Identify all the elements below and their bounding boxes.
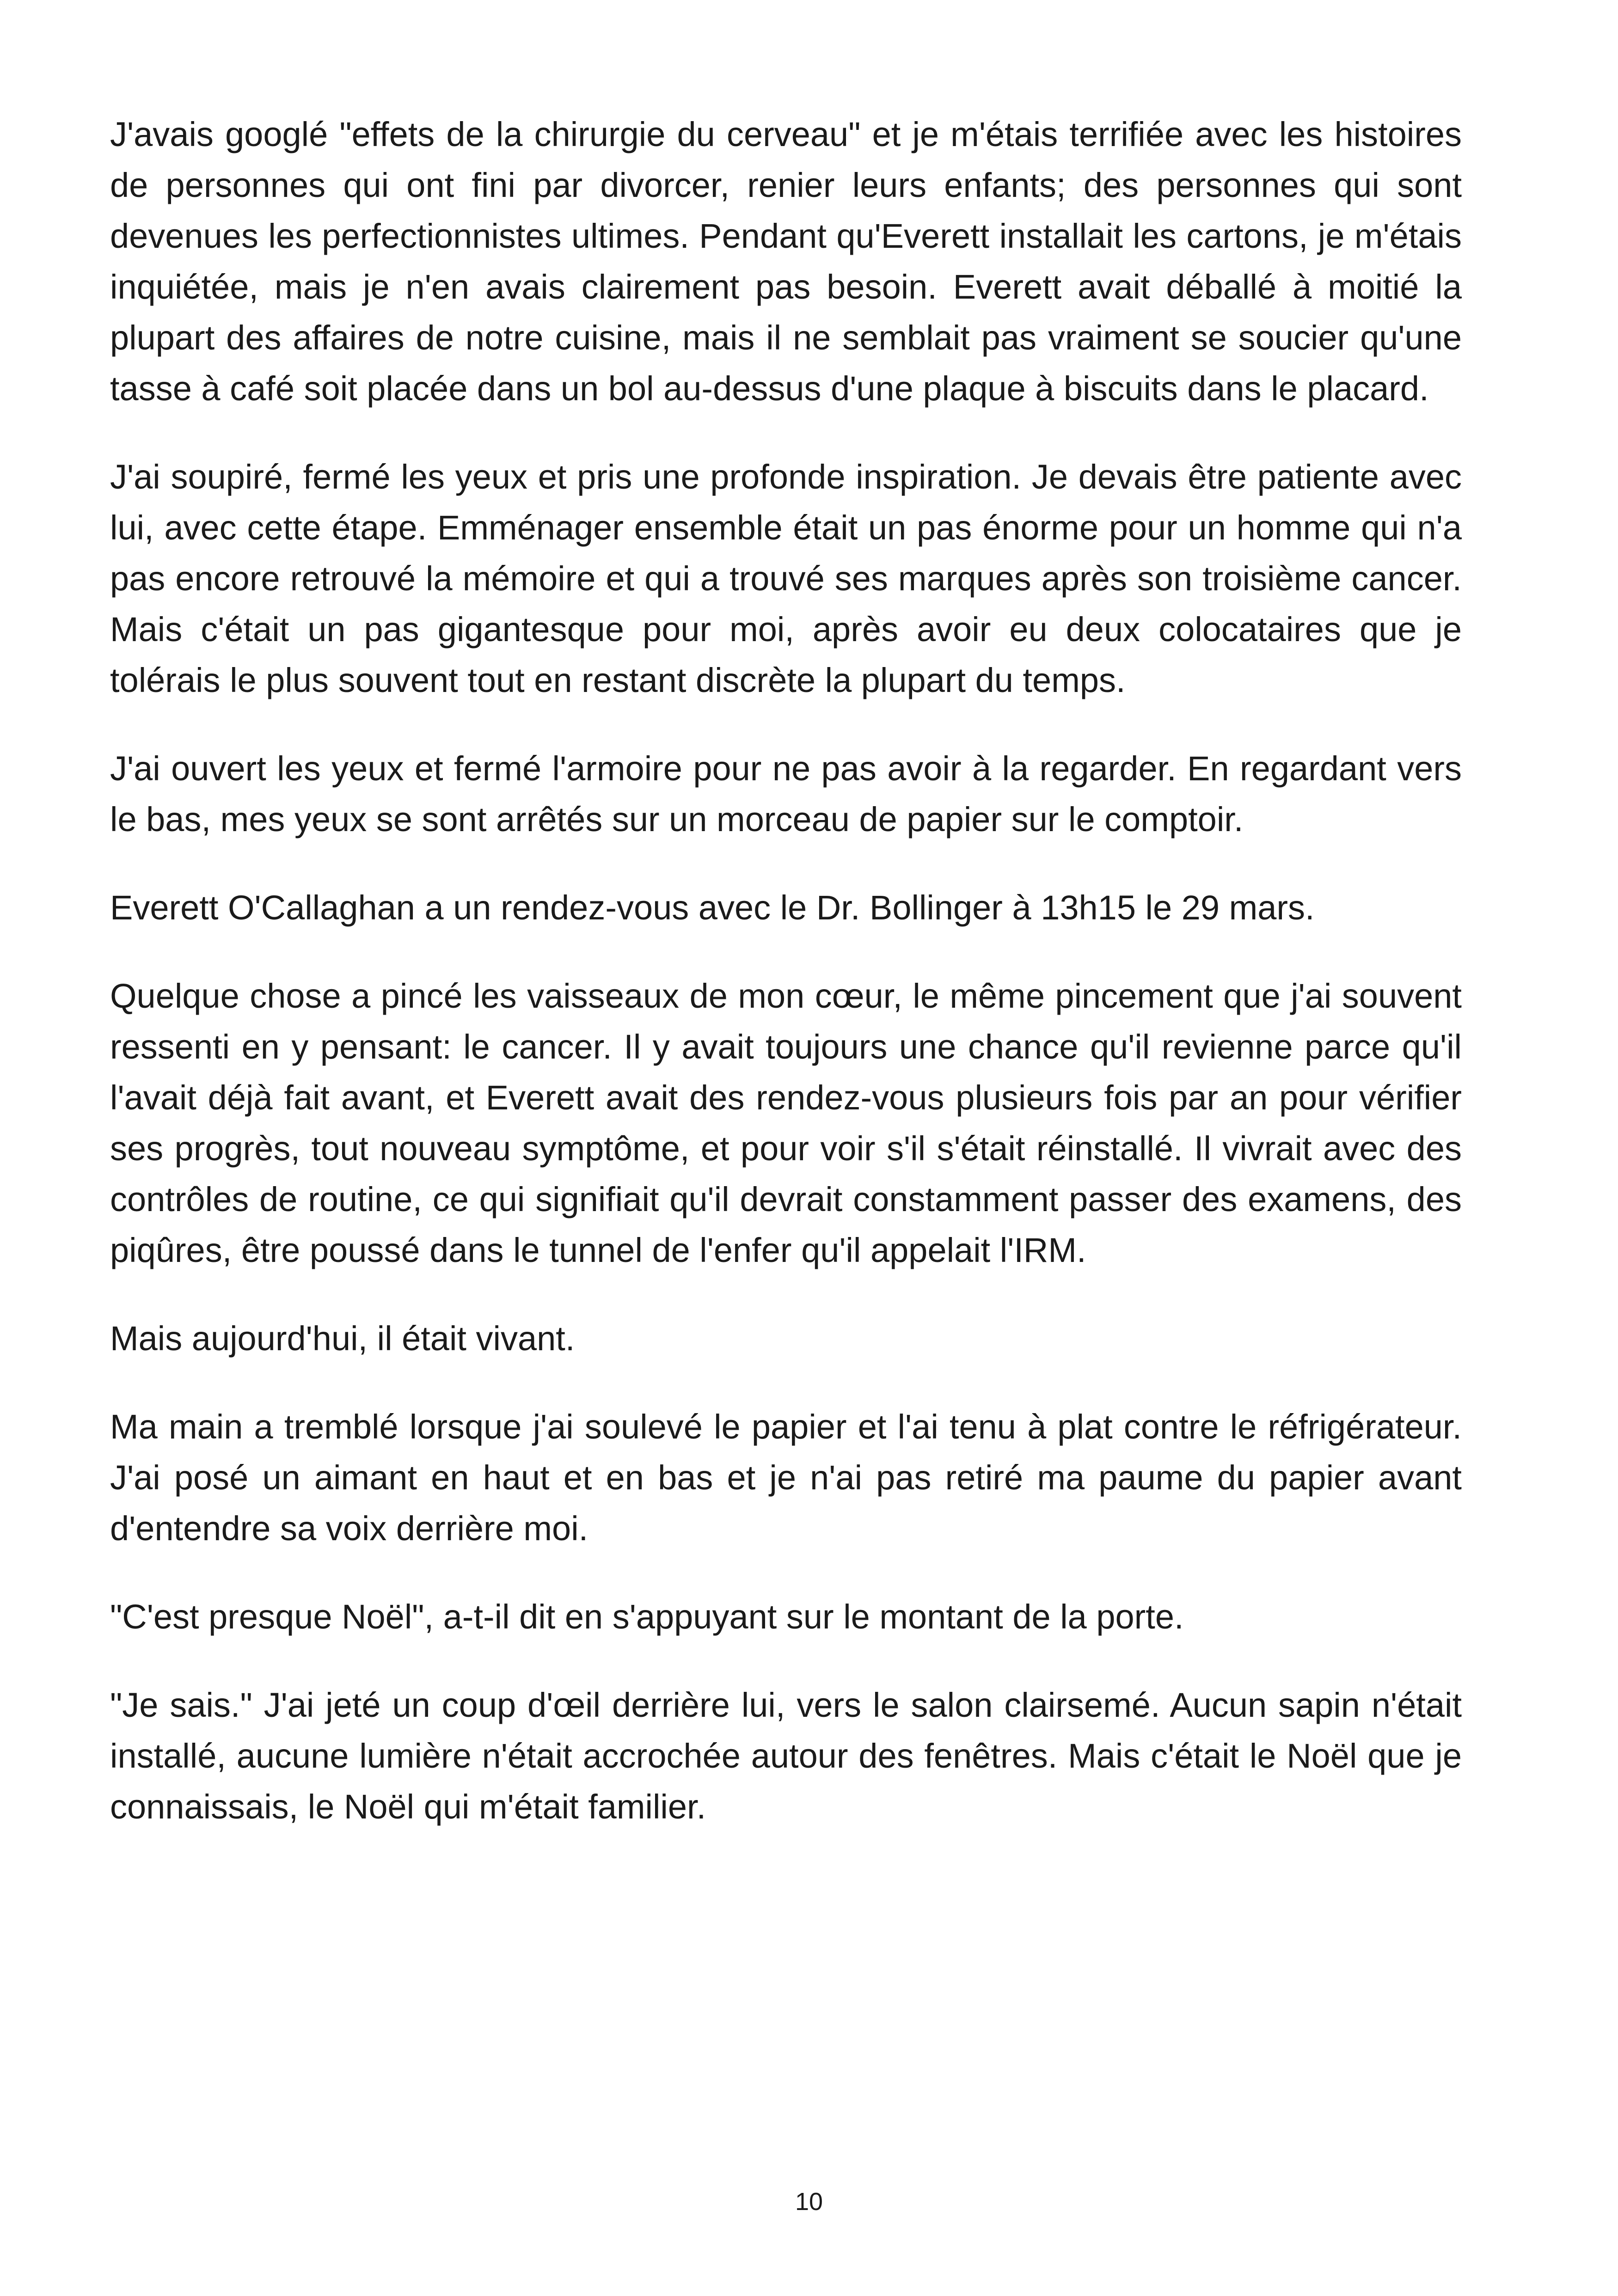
paragraph-1: J'avais googlé "effets de la chirurgie du cerveau" et je m'étais terrifiée avec les histoires de personnes qui ont fini par divorcer, renier leurs enfants; des personnes qui sont devenues les perfectionnistes ultimes. Pendant qu'Everett installait les cartons, je m'étais inquiétée, mais je n'en avais clairement pas besoin. Everett avait déballé à moitié la plupart des affaires de notre cuisine, mais il ne semblait pas vraiment se soucier qu'une tasse à café soit placée dans un bol au-dessus d'une plaque à biscuits dans le placard. [110, 115, 1462, 408]
paragraph-6: Mais aujourd'hui, il était vivant. [110, 1319, 575, 1358]
body-text [110, 109, 1462, 1870]
paragraph-5: Quelque chose a pincé les vaisseaux de mon cœur, le même pincement que j'ai souvent ressenti en y pensant: le cancer. Il y avait toujours une chance qu'il revienne parce qu'il l'avait déjà fait avant, et Everett avait des rendez-vous plusieurs fois par an pour vérifier ses progrès, tout nouveau symptôme, et pour voir s'il s'était réinstallé. Il vivrait avec des contrôles de routine, ce qui signifiait qu'il devrait constamment passer des examens, des piqûres, être poussé dans le tunnel de l'enfer qu'il appelait l'IRM. [110, 977, 1462, 1269]
paragraph-7: Ma main a tremblé lorsque j'ai soulevé le papier et l'ai tenu à plat contre le réfrigérateur. J'ai posé un aimant en haut et en bas et je n'ai pas retiré ma paume du papier avant d'entendre sa voix derrière moi. [110, 1408, 1462, 1548]
paragraph-3: J'ai ouvert les yeux et fermé l'armoire pour ne pas avoir à la regarder. En regardant vers le bas, mes yeux se sont arrêtés sur un morceau de papier sur le comptoir. [110, 749, 1462, 839]
page-number: 10 [795, 2188, 823, 2216]
paragraph-8: "C'est presque Noël", a-t-il dit en s'appuyant sur le montant de la porte. [110, 1598, 1184, 1636]
paragraph-4: Everett O'Callaghan a un rendez-vous avec le Dr. Bollinger à 13h15 le 29 mars. [110, 888, 1315, 927]
paragraph-9: "Je sais." J'ai jeté un coup d'œil derrière lui, vers le salon clairsemé. Aucun sapin n'était installé, aucune lumière n'était accrochée autour des fenêtres. Mais c'était le Noël que je connaissais, le Noël qui m'était familier. [110, 1686, 1462, 1826]
paragraph-2: J'ai soupiré, fermé les yeux et pris une profonde inspiration. Je devais être patiente avec lui, avec cette étape. Emménager ensemble était un pas énorme pour un homme qui n'a pas encore retrouvé la mémoire et qui a trouvé ses marques après son troisième cancer. Mais c'était un pas gigantesque pour moi, après avoir eu deux colocataires que je tolérais le plus souvent tout en restant discrète la plupart du temps. [110, 458, 1462, 699]
